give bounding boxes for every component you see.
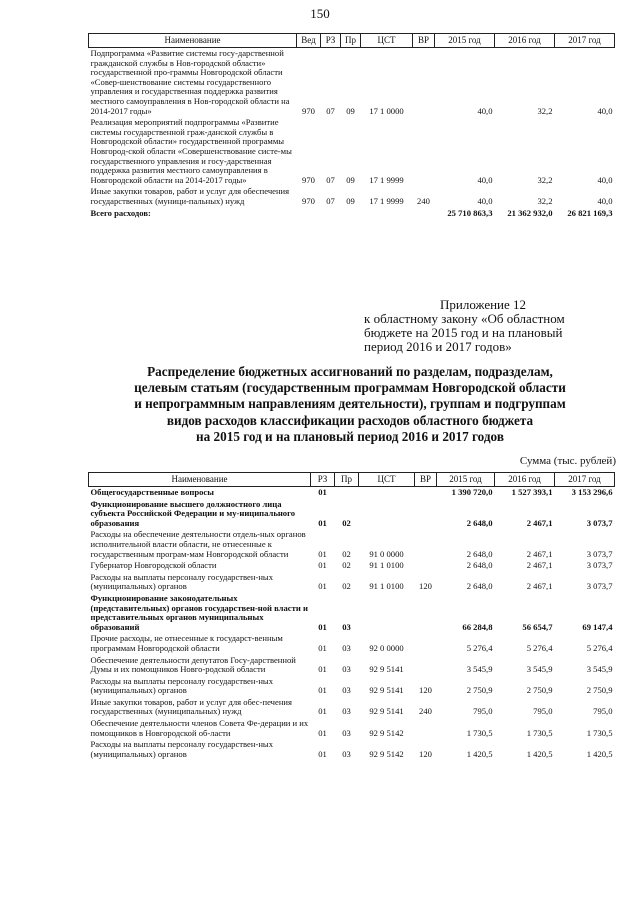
row-cst: 91 1 0100 — [369, 560, 404, 571]
table-row — [89, 718, 615, 739]
row-2015: 40,0 — [477, 195, 493, 206]
title-line: Распределение бюджетных ассигнований по разделам, подразделам, — [147, 364, 553, 379]
row-2015: 2 648,0 — [466, 560, 493, 571]
row-rz: 01 — [318, 664, 327, 675]
row-2016: 1 420,5 — [526, 748, 553, 759]
row-2017: 3 153 296,6 — [571, 487, 613, 497]
table-row — [89, 633, 615, 654]
row-2017: 1 730,5 — [586, 727, 613, 738]
table-row — [89, 739, 615, 760]
header-rz: РЗ — [321, 34, 341, 48]
row-vr — [415, 499, 437, 530]
row-cst: 91 0 0000 — [369, 548, 404, 559]
row-2015: 3 545,9 — [466, 664, 493, 675]
row-rz: 07 — [326, 174, 335, 185]
total-label: Всего расходов: — [90, 207, 151, 218]
page-number: 150 — [310, 6, 330, 21]
row-vr — [413, 117, 435, 186]
row-name: Иные закупки товаров, работ и услуг для обеспечения государственных (муници-пальных) нужд — [90, 186, 290, 206]
row-rz: 07 — [326, 195, 335, 206]
row-name: Реализация мероприятий подпрограммы «Развитие системы государственной граж-данской службы в Новгородской области» государственной программы Новгород-ской области «Совершенствование систе-мы государственного управления и госу-дарственная поддержка развития местного самоуправления в Новгородской области на 2014-2017 годы» — [90, 117, 292, 185]
row-cst: 92 0 0000 — [369, 642, 404, 653]
row-name: Расходы на выплаты персоналу государствен-ных (муниципальных) органов — [90, 739, 273, 759]
row-pr — [335, 487, 359, 499]
continued-expense-table — [88, 33, 615, 219]
appendix-line: бюджете на 2015 год и на плановый — [364, 325, 563, 340]
allocation-table — [88, 472, 615, 760]
header-2017: 2017 год — [555, 34, 615, 48]
row-2016: 2 467,1 — [526, 548, 553, 559]
row-ved: 970 — [302, 195, 315, 206]
row-ved: 970 — [302, 174, 315, 185]
row-2016: 3 545,9 — [526, 664, 553, 675]
row-vr: 240 — [417, 195, 430, 206]
row-cst: 17 1 0000 — [369, 105, 404, 116]
table-row — [89, 48, 615, 118]
row-name: Губернатор Новгородской области — [90, 560, 217, 571]
row-ved: 970 — [302, 105, 315, 116]
row-rz: 07 — [326, 105, 335, 116]
row-rz: 01 — [318, 706, 327, 717]
row-2016: 56 654,7 — [522, 621, 553, 632]
row-name: Обеспечение деятельности депутатов Госу-дарственной Думы и их помощников Новго-родской области — [90, 654, 296, 675]
row-pr: 03 — [342, 621, 351, 632]
row-pr: 03 — [342, 706, 351, 717]
row-pr: 03 — [342, 685, 351, 696]
header-2016: 2016 год — [495, 473, 555, 487]
row-vr — [415, 560, 437, 572]
table-row — [89, 186, 615, 207]
table-row — [89, 487, 615, 499]
row-cst: 92 9 5141 — [369, 664, 404, 675]
row-pr: 02 — [342, 581, 351, 592]
allocation-table-body — [89, 487, 615, 761]
row-pr: 09 — [346, 105, 355, 116]
header-ved: Вед — [297, 34, 321, 48]
row-vr — [413, 48, 435, 118]
row-pr: 03 — [342, 664, 351, 675]
row-pr: 09 — [346, 195, 355, 206]
row-vr — [415, 655, 437, 676]
header-pr: Пр — [335, 473, 359, 487]
row-vr: 240 — [419, 706, 432, 717]
row-2015: 795,0 — [473, 706, 493, 717]
row-2015: 5 276,4 — [466, 642, 493, 653]
row-rz: 01 — [318, 727, 327, 738]
row-name: Функционирование высшего должностного лица субъекта Российской Федерации и му-ниципального образования — [90, 498, 296, 528]
table-row — [89, 593, 615, 633]
header-vr: ВР — [415, 473, 437, 487]
row-name: Расходы на обеспечение деятельности отдель-ных органов исполнительной власти области, не отнесенные к государственным програм-мам Новгородской области — [90, 529, 306, 559]
row-2016: 32,2 — [537, 174, 553, 185]
row-cst: 92 9 5142 — [369, 727, 404, 738]
row-name: Подпрограмма «Развитие системы госу-дарственной гражданской службы в Нов-городской области» государственной про-граммы Новгородской области «Совер-шенствование системы государственного управления и государственная поддержка развития местного самоуправления в Нов-городской области на 2014-2017 годы» — [90, 48, 290, 116]
table-row — [89, 529, 615, 560]
row-rz: 01 — [318, 581, 327, 592]
row-rz: 01 — [318, 621, 327, 632]
header-2015: 2015 год — [435, 34, 495, 48]
row-rz: 01 — [318, 685, 327, 696]
row-pr: 03 — [342, 727, 351, 738]
row-name: Функционирование законодательных (представительных) органов государствен-ной власти и представительных органов муниципальных образований — [90, 592, 308, 632]
row-pr: 02 — [342, 560, 351, 571]
table-row — [89, 560, 615, 572]
row-rz: 01 — [318, 642, 327, 653]
row-2017: 3 073,7 — [586, 581, 613, 592]
row-name: Иные закупки товаров, работ и услуг для обес-печения государственных (муниципальных) нужд — [90, 696, 292, 717]
row-name: Общегосударственные вопросы — [90, 487, 214, 497]
table-row — [89, 655, 615, 676]
row-2015: 2 750,9 — [466, 685, 493, 696]
row-2015: 2 648,0 — [466, 517, 493, 528]
table-row — [89, 117, 615, 186]
row-name: Расходы на выплаты персоналу государствен-ных (муниципальных) органов — [90, 675, 273, 696]
row-2015: 1 730,5 — [466, 727, 493, 738]
row-2016: 2 467,1 — [526, 517, 553, 528]
appendix-line: к областному закону «Об областном — [364, 311, 565, 326]
table-row — [89, 676, 615, 697]
row-vr — [415, 718, 437, 739]
row-pr: 03 — [342, 642, 351, 653]
total-2017: 26 821 169,3 — [567, 207, 613, 218]
row-pr: 02 — [342, 548, 351, 559]
table-row — [89, 697, 615, 718]
document-title — [80, 364, 620, 445]
row-rz: 01 — [318, 517, 327, 528]
row-cst: 92 9 5142 — [369, 748, 404, 759]
row-cst: 91 1 0100 — [369, 581, 404, 592]
row-2017: 3 545,9 — [586, 664, 613, 675]
row-name: Обеспечение деятельности членов Совета Фе-дерации и их помощников в Новгородской об-ласти — [90, 718, 309, 738]
header-rz: РЗ — [311, 473, 335, 487]
title-line: и непрограммным направлениям деятельности), группам и подгруппам — [134, 396, 566, 412]
row-2016: 795,0 — [533, 706, 553, 717]
total-row — [89, 208, 615, 220]
row-pr: 09 — [346, 174, 355, 185]
row-2017: 40,0 — [597, 195, 613, 206]
appendix-line: период 2016 и 2017 годов» — [364, 339, 512, 354]
row-2016: 2 467,1 — [526, 581, 553, 592]
row-vr: 120 — [419, 685, 432, 696]
table-header-row — [89, 34, 615, 48]
row-2017: 3 073,7 — [586, 560, 613, 571]
row-cst: 92 9 5141 — [369, 685, 404, 696]
row-cst: 17 1 9999 — [369, 174, 404, 185]
table-header-row — [89, 473, 615, 487]
row-rz: 01 — [318, 487, 327, 497]
row-2015: 1 390 720,0 — [451, 487, 493, 497]
row-vr — [415, 487, 437, 499]
header-name: Наименование — [89, 473, 311, 487]
row-cst — [359, 487, 415, 499]
header-cst: ЦСТ — [361, 34, 413, 48]
row-2016: 1 730,5 — [526, 727, 553, 738]
row-2015: 2 648,0 — [466, 548, 493, 559]
title-line: целевым статьям (государственным программам Новгородской области — [134, 380, 566, 396]
row-rz: 01 — [318, 548, 327, 559]
row-vr: 120 — [419, 748, 432, 759]
row-2016: 2 750,9 — [526, 685, 553, 696]
row-cst — [359, 593, 415, 633]
row-cst: 17 1 9999 — [369, 195, 404, 206]
row-pr: 03 — [342, 748, 351, 759]
row-pr: 02 — [342, 517, 351, 528]
row-2015: 2 648,0 — [466, 581, 493, 592]
header-pr: Пр — [341, 34, 361, 48]
row-2015: 1 420,5 — [466, 748, 493, 759]
header-2015: 2015 год — [437, 473, 495, 487]
row-2017: 3 073,7 — [586, 517, 613, 528]
title-line: на 2015 год и на плановый период 2016 и 2017 годов — [196, 428, 504, 444]
row-2017: 40,0 — [597, 105, 613, 116]
row-2017: 3 073,7 — [586, 548, 613, 559]
row-name: Прочие расходы, не отнесенные к государст-венным программам Новгородской области — [90, 633, 283, 653]
row-vr — [415, 529, 437, 560]
row-2017: 5 276,4 — [586, 642, 613, 653]
header-name: Наименование — [89, 34, 297, 48]
total-2016: 21 362 932,0 — [507, 207, 553, 218]
row-2016: 2 467,1 — [526, 560, 553, 571]
row-2016: 32,2 — [537, 105, 553, 116]
header-2016: 2016 год — [495, 34, 555, 48]
row-2015: 40,0 — [477, 174, 493, 185]
row-2015: 66 284,8 — [462, 621, 493, 632]
row-vr — [415, 593, 437, 633]
row-vr: 120 — [419, 581, 432, 592]
row-2016: 1 527 393,1 — [511, 487, 553, 497]
row-name: Расходы на выплаты персоналу государствен-ных (муниципальных) органов — [90, 571, 273, 592]
row-vr — [415, 633, 437, 654]
row-2016: 5 276,4 — [526, 642, 553, 653]
row-2017: 69 147,4 — [582, 621, 613, 632]
appendix-note — [364, 298, 624, 354]
row-2017: 1 420,5 — [586, 748, 613, 759]
total-2015: 25 710 863,3 — [447, 207, 493, 218]
row-rz: 01 — [318, 560, 327, 571]
header-2017: 2017 год — [555, 473, 615, 487]
row-2016: 32,2 — [537, 195, 553, 206]
header-vr: ВР — [413, 34, 435, 48]
row-2017: 40,0 — [597, 174, 613, 185]
row-2015: 40,0 — [477, 105, 493, 116]
row-2017: 795,0 — [593, 706, 613, 717]
title-line: видов расходов классификации расходов областного бюджета — [166, 412, 534, 428]
row-cst — [359, 499, 415, 530]
row-rz: 01 — [318, 748, 327, 759]
table-row — [89, 499, 615, 530]
appendix-line: Приложение 12 — [440, 297, 527, 312]
header-cst: ЦСТ — [359, 473, 415, 487]
row-2017: 2 750,9 — [586, 685, 613, 696]
units-label: Сумма (тыс. рублей) — [519, 455, 616, 467]
table-row — [89, 572, 615, 593]
row-cst: 92 9 5141 — [369, 706, 404, 717]
